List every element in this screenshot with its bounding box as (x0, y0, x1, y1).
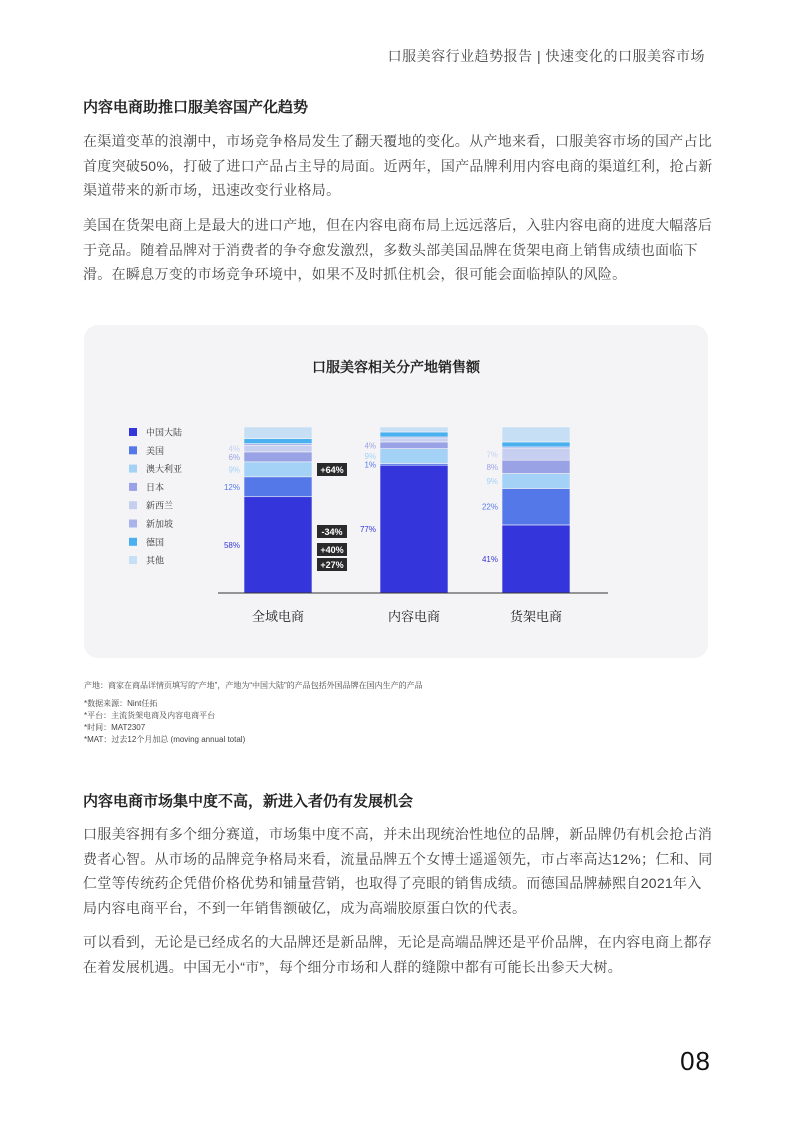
legend-label-5: 新西兰 (146, 500, 174, 511)
bar-segment-3-1 (502, 525, 570, 593)
bar-segment-1-1 (244, 497, 312, 593)
source-note-time: *时间：MAT2307 (84, 723, 146, 732)
data-label-1-3: 9% (228, 465, 240, 475)
growth-badge-text-1: +64% (320, 465, 344, 475)
data-label-1-4: 6% (228, 452, 240, 462)
source-note-data: *数据来源：Nint任拓 (84, 699, 158, 708)
bar-segment-3-7 (502, 442, 570, 447)
category-label-1: 全域电商 (251, 609, 305, 624)
growth-badge-text-4: +27% (320, 560, 344, 570)
bar-segment-1-8 (244, 427, 312, 439)
growth-badge-text-3: +40% (320, 545, 344, 555)
legend-label-3: 澳大利亚 (146, 464, 183, 475)
report-header-title: 口服美容行业趋势报告 | 快速变化的口服美容市场 (387, 48, 705, 64)
bar-segment-3-4 (502, 460, 570, 473)
data-label-3-2: 22% (481, 502, 498, 512)
legend-swatch-8 (129, 556, 137, 564)
legend-swatch-4 (129, 483, 137, 491)
legend-label-1: 中国大陆 (146, 427, 183, 438)
category-label-3: 货架电商 (509, 609, 563, 624)
bar-segment-2-4 (380, 442, 448, 449)
legend-label-4: 日本 (146, 482, 165, 493)
source-note-mat: *MAT：过去12个月加总 (moving annual total) (84, 735, 246, 744)
legend-swatch-5 (129, 501, 137, 509)
bar-segment-1-3 (244, 462, 312, 477)
legend-swatch-6 (129, 520, 137, 528)
legend-label-6: 新加坡 (146, 519, 174, 529)
data-label-2-4: 4% (364, 441, 376, 451)
bar-segment-1-4 (244, 452, 312, 462)
source-note-origin: 产地：商家在商品详情页填写的“产地”，产地为“中国大陆”的产品包括外国品牌在国内生产的产品 (84, 681, 423, 690)
bar-segment-1-5 (244, 445, 312, 452)
legend-label-8: 其他 (146, 555, 165, 566)
paragraph: 美国在货架电商上是最大的进口产地，但在内容电商布局上远远落后，入驻内容电商的进度大幅落后于竞品。随着品牌对于消费者的争夺愈发激烈，多数头部美国品牌在货架电商上销售成绩也面临下滑。在瞬息万变的市场竞争环境中，如果不及时抓住机会，很可能会面临掉队的风险。 (83, 217, 713, 282)
data-label-1-5: 4% (228, 444, 240, 454)
bar-segment-3-3 (502, 473, 570, 488)
bar-segment-2-7 (380, 432, 448, 437)
source-note-platform: *平台：主流货架电商及内容电商平台 (84, 711, 216, 720)
growth-badge-text-2: -34% (321, 527, 343, 537)
legend-label-2: 美国 (146, 445, 165, 456)
data-label-3-5: 7% (486, 450, 498, 460)
data-label-3-1: 41% (481, 554, 498, 564)
bar-segment-2-8 (380, 427, 448, 432)
data-label-2-3: 9% (364, 452, 376, 462)
section-heading-localization: 内容电商助推口服美容国产化趋势 (83, 99, 309, 116)
data-label-3-3: 9% (486, 476, 498, 486)
data-label-2-2: 1% (364, 460, 376, 470)
bar-segment-1-2 (244, 477, 312, 497)
legend-label-7: 德国 (146, 537, 165, 548)
category-label-2: 内容电商 (387, 609, 441, 624)
section-heading-concentration: 内容电商市场集中度不高，新进入者仍有发展机会 (83, 793, 414, 810)
paragraph: 在渠道变革的浪潮中，市场竞争格局发生了翻天覆地的变化。从产地来看，口服美容市场的国产占比首度突破50%，打破了进口产品占主导的局面。近两年，国产品牌利用内容电商的渠道红利，抢占新渠道带来的新市场，迅速改变行业格局。 (83, 133, 713, 198)
data-label-3-4: 8% (486, 462, 498, 472)
bar-segment-2-3 (380, 449, 448, 464)
legend-swatch-1 (129, 428, 137, 436)
bar-segment-2-1 (380, 465, 448, 593)
paragraph: 可以看到，无论是已经成名的大品牌还是新品牌，无论是高端品牌还是平价品牌，在内容电商上都存在着发展机遇。中国无小“市”，每个细分市场和人群的缝隙中都有可能长出参天大树。 (83, 934, 713, 975)
bar-segment-3-2 (502, 488, 570, 525)
bar-segment-2-5 (380, 439, 448, 442)
chart-title: 口服美容相关分产地销售额 (312, 359, 480, 375)
bar-segment-3-8 (502, 427, 570, 442)
data-label-1-1: 58% (223, 540, 240, 550)
paragraph: 口服美容拥有多个细分赛道，市场集中度不高，并未出现统治性地位的品牌，新品牌仍有机会抢占消费者心智。从市场的品牌竞争格局来看，流量品牌五个女博士遥遥领先，市占率高达12%；仁和、同仁堂等传统药企凭借价格优势和铺量营销，也取得了亮眼的销售成绩。而德国品牌赫熙自2021年入局内容电商平台，不到一年销售额破亿，成为高端胶原蛋白饮的代表。 (83, 826, 713, 916)
legend-swatch-3 (129, 465, 137, 473)
page-number: 08 (680, 1046, 711, 1076)
data-label-2-1: 77% (359, 525, 376, 535)
data-label-1-2: 12% (223, 482, 240, 492)
bar-segment-3-5 (502, 449, 570, 461)
legend-swatch-2 (129, 446, 137, 454)
stacked-bar-chart (84, 325, 708, 658)
legend-swatch-7 (129, 538, 137, 546)
bar-segment-1-7 (244, 439, 312, 444)
chart-card (84, 325, 708, 658)
